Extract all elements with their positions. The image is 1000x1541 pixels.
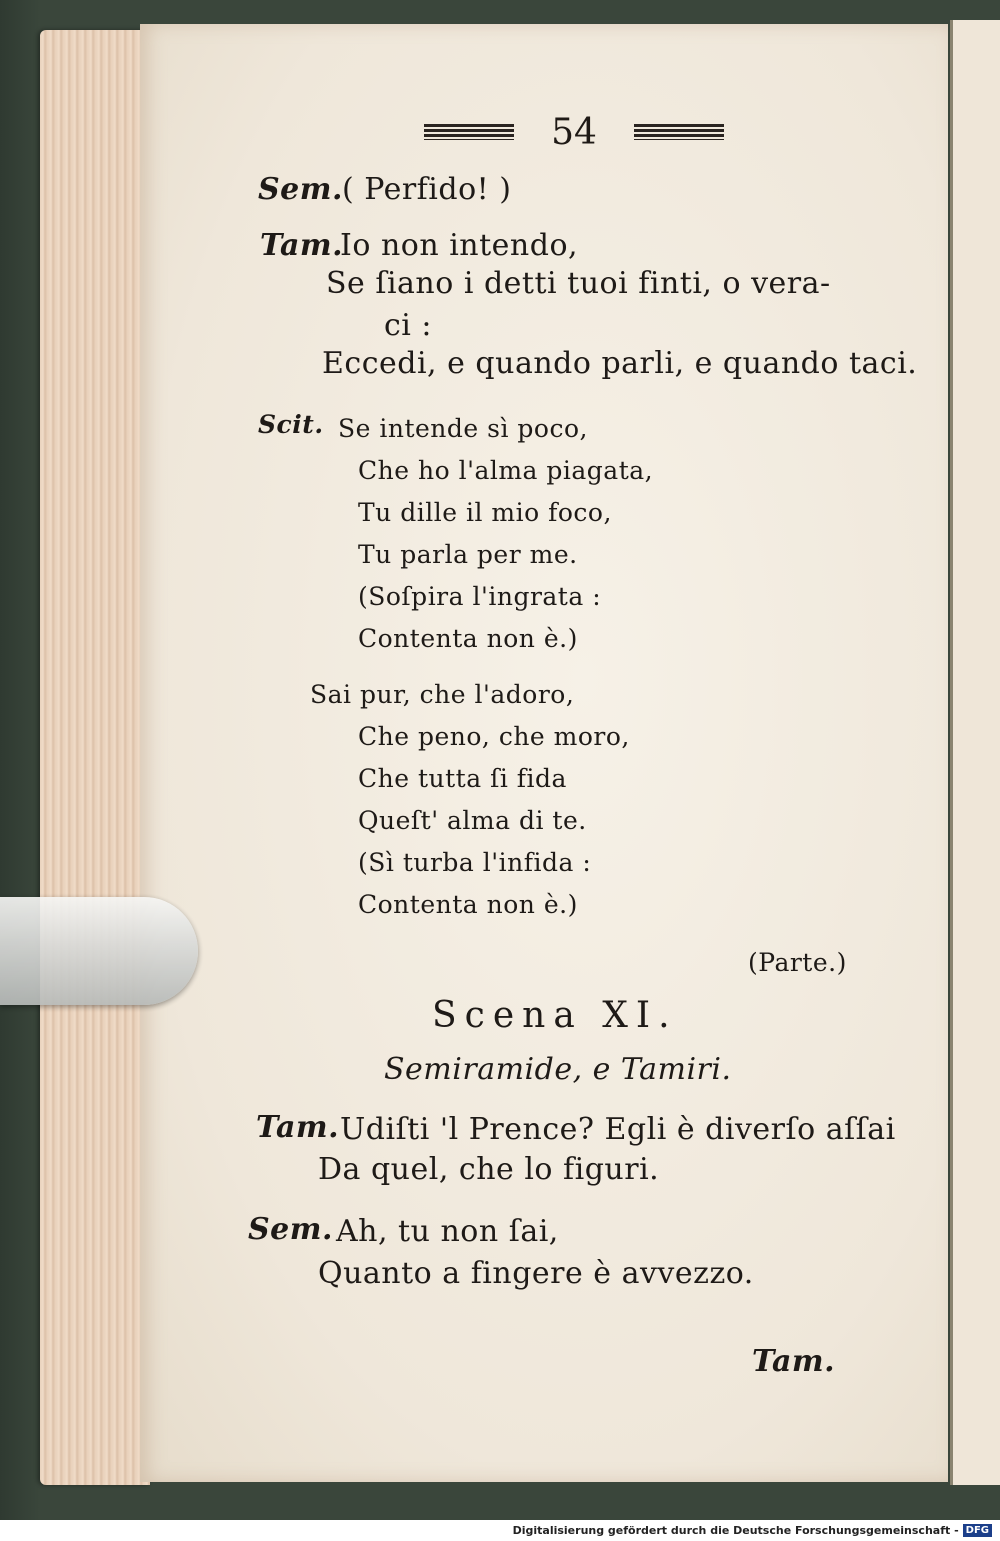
page-number: 54 [551,111,597,153]
page-header [424,110,724,154]
verse-line: Ah, tu non ſai, [336,1214,559,1249]
dfg-logo: DFG [963,1524,992,1537]
aria-line: Che ho l'alma piagata, [358,456,654,485]
verse-line: Se ſiano i detti tuoi finti, o vera- [326,266,831,301]
aria-line: Queſt' alma di te. [358,806,587,835]
aria-line: (Sì turba l'infida : [358,848,592,877]
digitization-footer [0,1520,1000,1541]
verse-line: ci : [384,308,433,343]
next-page-edge [950,20,1000,1485]
speaker-label: Tam. [260,228,344,263]
verse-line: Udiſti 'l Prence? Egli è diverſo aſſai [340,1112,896,1147]
funding-note: Digitalisierung gefördert durch die Deutsche Forschungsgemeinschaft - [512,1524,959,1537]
page-edges [40,30,150,1485]
aria-line: Contenta non è.) [358,624,578,653]
aria-line: Tu dille il mio foco, [358,498,612,527]
verse-line: Io non intendo, [340,228,579,263]
aria-line: Contenta non è.) [358,890,578,919]
header-rule-right [634,124,724,140]
aria-line: Tu parla per me. [358,540,578,569]
verse-line: Quanto a fingere è avvezzo. [318,1256,754,1291]
header-rule-left [424,124,514,140]
aria-line: (Soſpira l'ingrata : [358,582,602,611]
aria-line: Sai pur, che l'adoro, [310,680,575,709]
stage-direction: (Parte.) [748,948,847,977]
verse-line: Da quel, che lo figuri. [318,1152,660,1187]
aria-line: Che peno, che moro, [358,722,630,751]
scene-title: Scena XI. [432,995,678,1036]
verse-line: ( Perfido! ) [342,172,512,207]
scene-characters: Semiramide, e Tamiri. [384,1052,732,1087]
speaker-label: Sem. [258,172,343,207]
speaker-label: Sem. [248,1212,333,1247]
aria-line: Se intende sì poco, [338,414,588,443]
speaker-label: Tam. [256,1110,340,1145]
verse-line: Eccedi, e quando parli, e quando taci. [322,346,918,381]
catchword: Tam. [752,1344,836,1379]
speaker-label: Scit. [258,410,324,439]
aria-line: Che tutta ſi fida [358,764,567,793]
page-clip [0,897,198,1005]
